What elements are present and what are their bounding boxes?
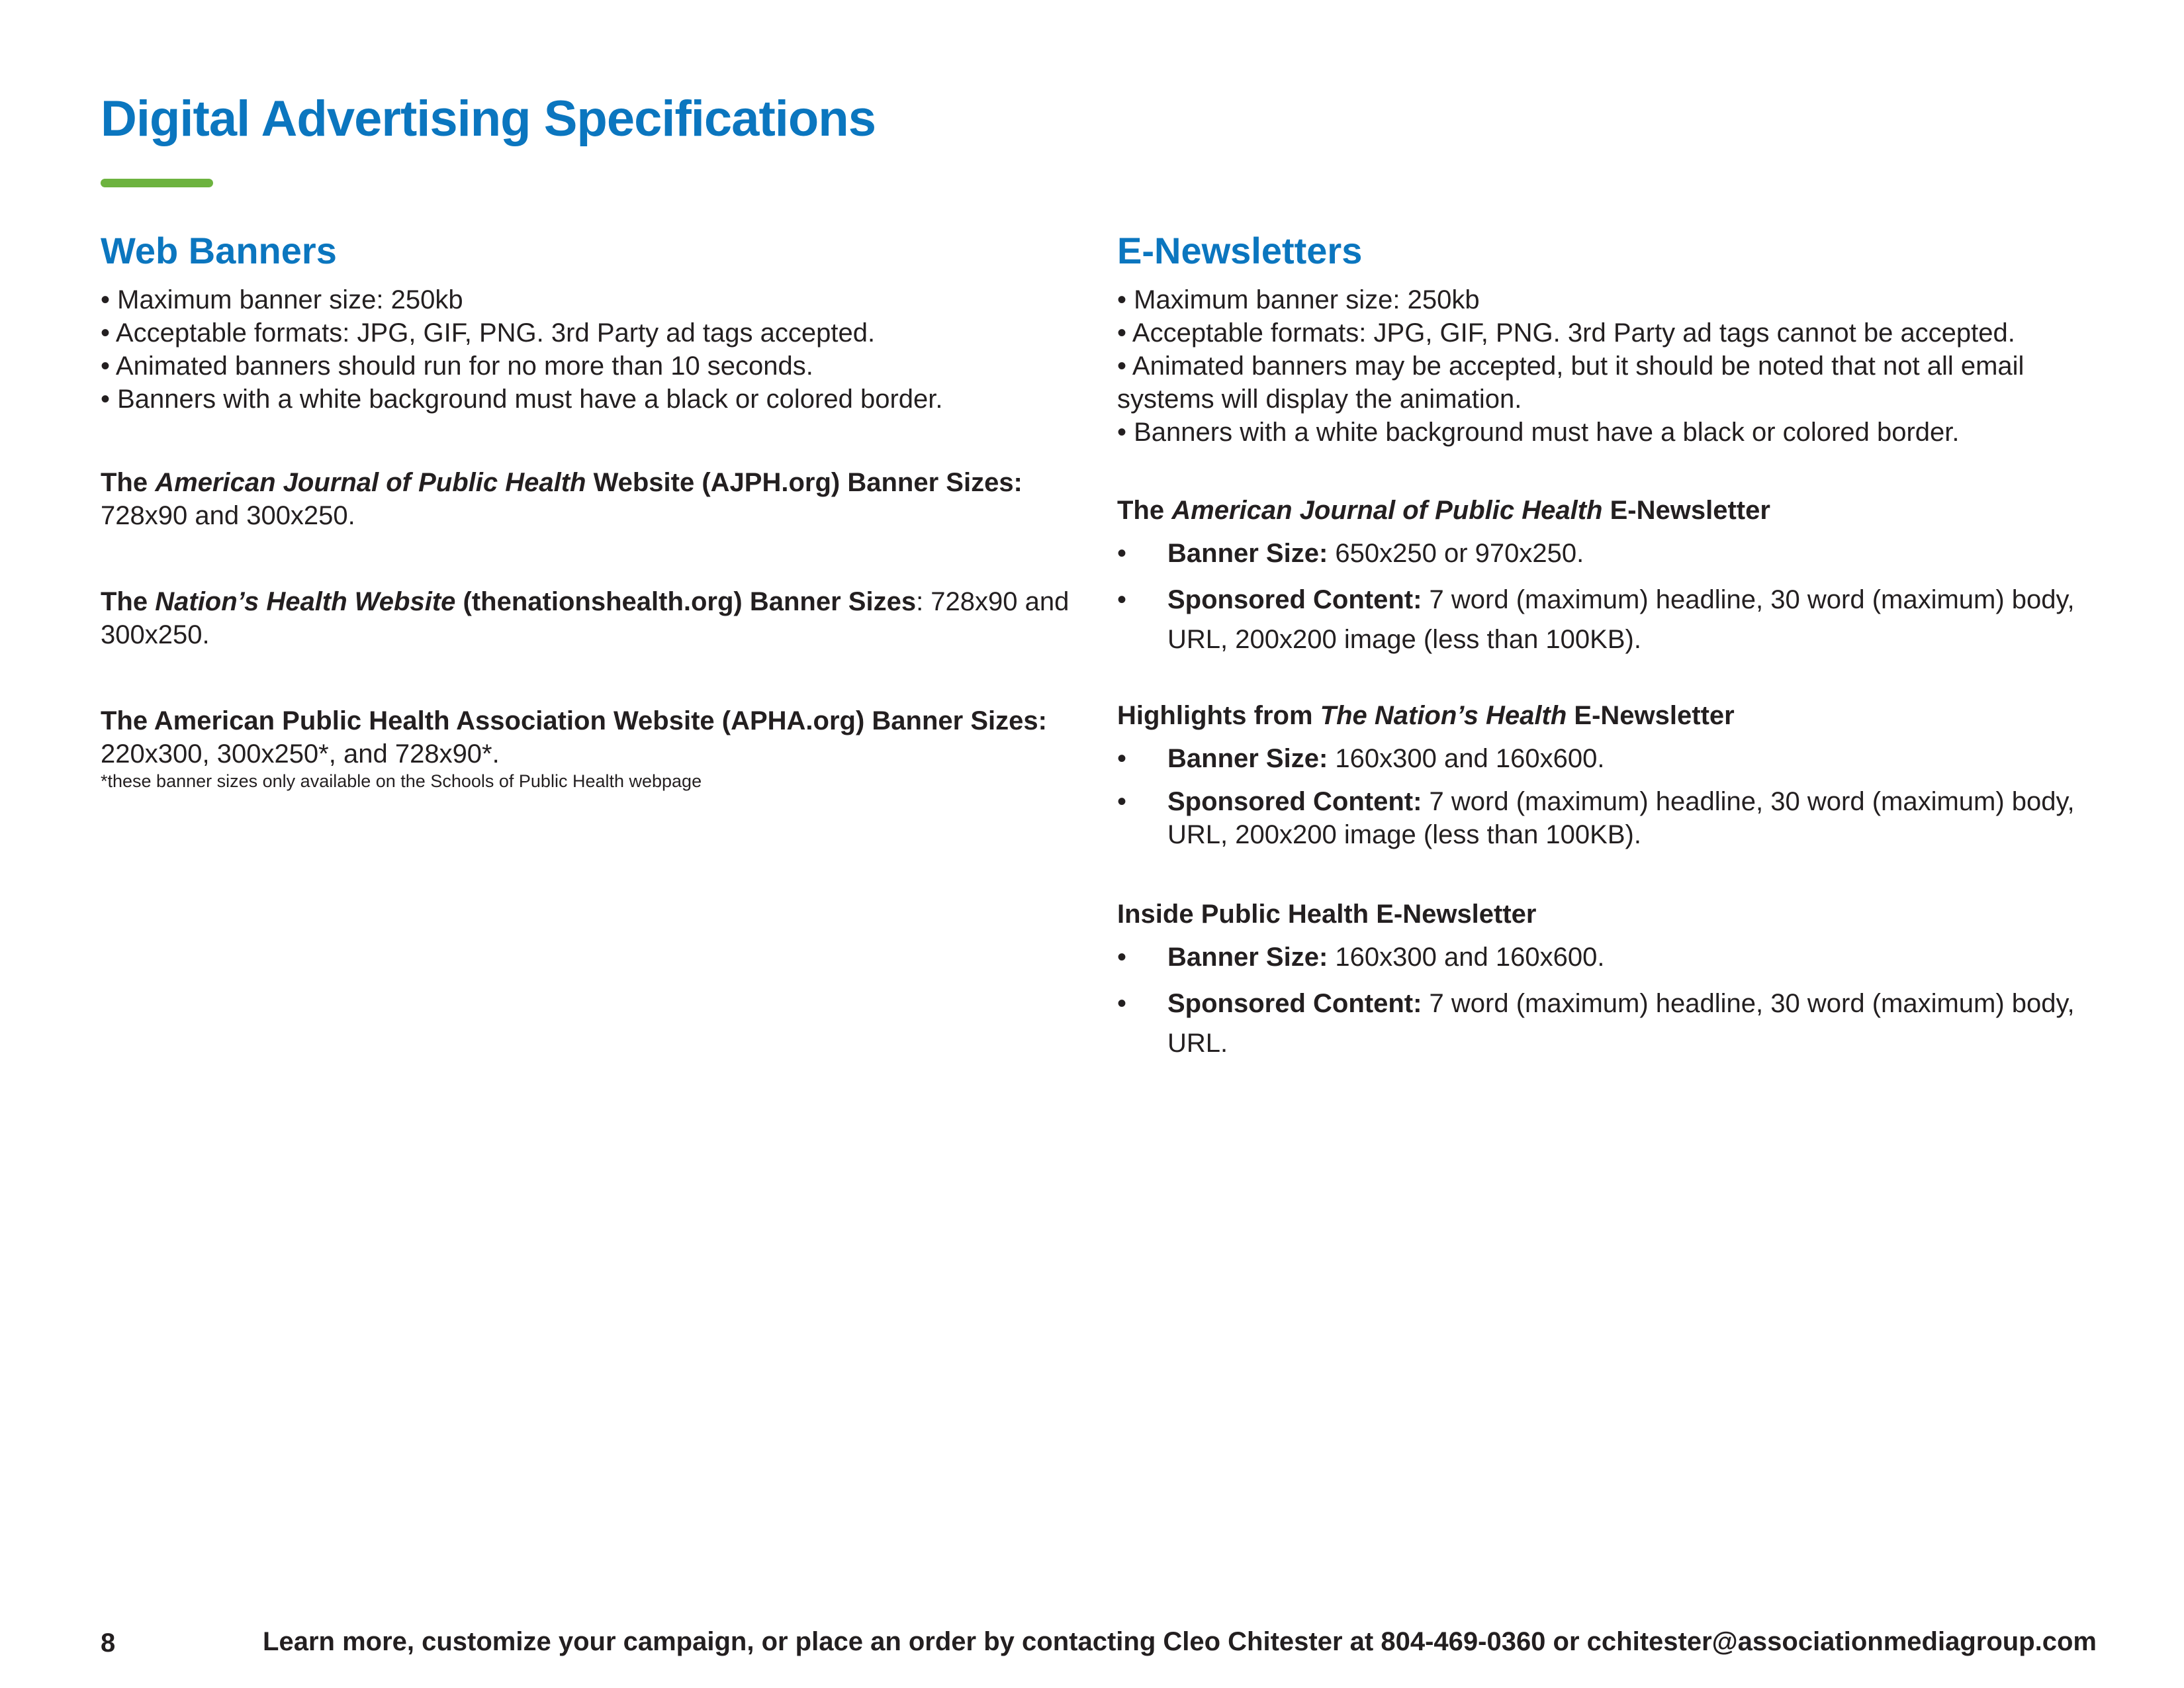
list-item (1117, 534, 2123, 573)
list-item (1117, 785, 2123, 851)
spec-value: 650x250 or 970x250. (1328, 539, 1584, 568)
nations-health-banner-sizes (101, 585, 1080, 651)
spec-label: Sponsored Content: (1167, 989, 1422, 1018)
bullet-icon: • (1117, 989, 1127, 1018)
web-banners-heading: Web Banners (101, 230, 337, 271)
heading-prefix: Inside Public Health E-Newsletter (1117, 900, 1537, 929)
spec-value: 160x300 and 160x600. (1328, 943, 1605, 972)
nations-health-enewsletter-specs (1117, 739, 2123, 851)
list-item (1117, 937, 2123, 977)
ajph-label: Website (AJPH.org) Banner Sizes: (586, 468, 1023, 497)
nations-health-enewsletter-heading (1117, 699, 2123, 732)
apha-footnote: *these banner sizes only available on the Schools of Public Health webpage (101, 771, 702, 791)
nations-health-name: Nation’s Health Website (155, 587, 456, 616)
page-title: Digital Advertising Specifications (101, 91, 876, 147)
bullet-icon: • (1117, 585, 1127, 614)
ajph-sizes: 728x90 and 300x250. (101, 501, 355, 530)
ajph-banner-sizes (101, 466, 1080, 532)
title-accent-rule (101, 179, 213, 187)
ajph-enewsletter-heading (1117, 494, 2123, 527)
list-item: • Maximum banner size: 250kb (1117, 285, 1480, 314)
heading-italic: American Journal of Public Health (1171, 496, 1603, 525)
bullet-icon: • (1117, 787, 1127, 816)
bullet-icon: • (1117, 943, 1127, 972)
list-item (1117, 739, 2123, 778)
footer-contact-line: Learn more, customize your campaign, or place an order by contacting Cleo Chitester at 804-469-0360 or cchitester@associationmediagroup.com (263, 1627, 2097, 1656)
spec-label: Banner Size: (1167, 943, 1328, 972)
heading-prefix: Highlights from (1117, 701, 1320, 730)
nations-health-label: (thenationshealth.org) Banner Sizes (455, 587, 917, 616)
heading-italic: The Nation’s Health (1320, 701, 1567, 730)
e-newsletters-column (1117, 225, 2123, 1070)
ajph-enewsletter-specs (1117, 534, 2123, 659)
web-banners-column (101, 225, 1080, 792)
list-item (1117, 580, 2123, 659)
heading-suffix: E-Newsletter (1602, 496, 1770, 525)
list-item: • Animated banners should run for no more than 10 seconds. (101, 352, 813, 381)
spec-value: 7 word (maximum) headline, 30 word (maximum) body, URL, 200x200 image (less than 100KB). (1167, 787, 2075, 849)
heading-suffix: E-Newsletter (1567, 701, 1735, 730)
bullet-icon: • (1117, 744, 1127, 773)
list-item (1117, 984, 2123, 1063)
spec-value: 160x300 and 160x600. (1328, 744, 1605, 773)
ajph-the: The (101, 468, 156, 497)
list-item: • Acceptable formats: JPG, GIF, PNG. 3rd Party ad tags accepted. (101, 318, 876, 348)
bullet-icon: • (1117, 539, 1127, 568)
list-item: • Maximum banner size: 250kb (101, 285, 463, 314)
apha-label: The American Public Health Association Website (APHA.org) Banner Sizes: (101, 706, 1047, 735)
list-item: • Banners with a white background must have a black or colored border. (101, 385, 943, 414)
spec-value: 7 word (maximum) headline, 30 word (maximum) body, URL, 200x200 image (less than 100KB). (1167, 585, 2075, 654)
apha-sizes: 220x300, 300x250*, and 728x90*. (101, 739, 500, 769)
spec-value: 7 word (maximum) headline, 30 word (maximum) body, URL. (1167, 989, 2075, 1058)
e-newsletters-bullet-list (1117, 283, 2123, 449)
ajph-journal-name: American Journal of Public Health (155, 468, 586, 497)
heading-prefix: The (1117, 496, 1172, 525)
page-number: 8 (101, 1628, 116, 1658)
spec-label: Banner Size: (1167, 744, 1328, 773)
list-item: • Acceptable formats: JPG, GIF, PNG. 3rd Party ad tags cannot be accepted. (1117, 318, 2015, 348)
e-newsletters-heading: E-Newsletters (1117, 230, 1363, 271)
inside-public-health-enewsletter-heading (1117, 898, 2123, 931)
list-item: • Animated banners may be accepted, but it should be noted that not all email systems will display the animation. (1117, 352, 2025, 414)
spec-label: Sponsored Content: (1167, 787, 1422, 816)
nations-health-the: The (101, 587, 156, 616)
spec-label: Sponsored Content: (1167, 585, 1422, 614)
nations-health-sizes: : 728x90 and 300x250. (101, 587, 1069, 649)
list-item: • Banners with a white background must have a black or colored border. (1117, 418, 1960, 447)
spec-label: Banner Size: (1167, 539, 1328, 568)
inside-public-health-enewsletter-specs (1117, 937, 2123, 1063)
web-banners-bullet-list (101, 283, 1080, 416)
